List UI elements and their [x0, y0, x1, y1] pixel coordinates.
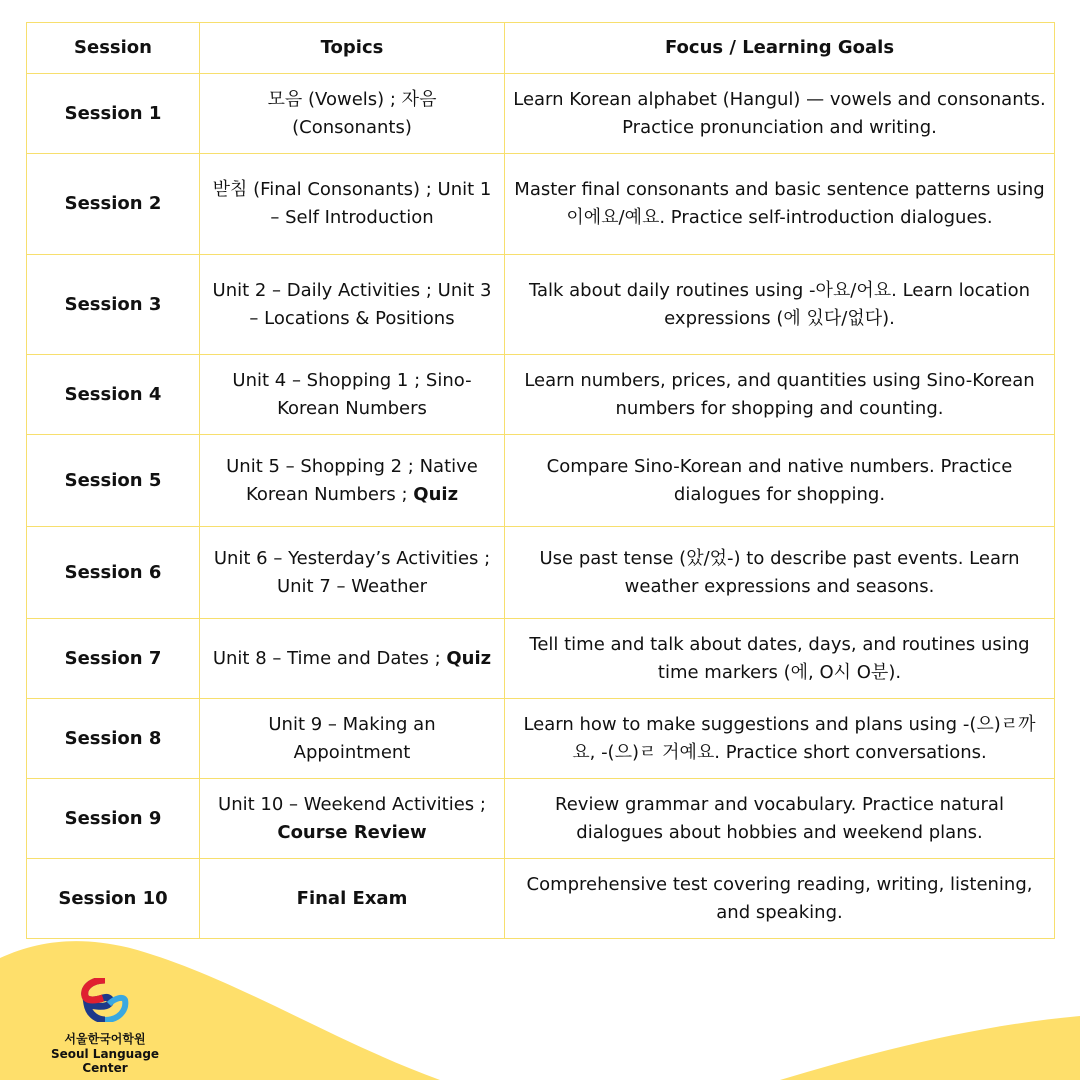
- table-row: [27, 154, 1055, 255]
- topic-text: 모음 (Vowels) ; 자음 (Consonants): [267, 88, 437, 138]
- topics-cell: [200, 527, 505, 619]
- topics-cell: [200, 255, 505, 355]
- topics-cell: [200, 74, 505, 154]
- curriculum-table: [26, 22, 1055, 939]
- header-topics: Topics: [200, 23, 505, 74]
- session-cell: Session 2: [27, 154, 200, 255]
- table-row: [27, 255, 1055, 355]
- table-row: [27, 527, 1055, 619]
- goals-cell: Compare Sino-Korean and native numbers. Practice dialogues for shopping.: [505, 435, 1055, 527]
- goals-cell: Talk about daily routines using -아요/어요. Learn location expressions (에 있다/없다).: [505, 255, 1055, 355]
- goals-cell: Learn how to make suggestions and plans using -(으)ㄹ까요, -(으)ㄹ 거예요. Practice short conversations.: [505, 699, 1055, 779]
- header-session: Session: [27, 23, 200, 74]
- table-row: [27, 779, 1055, 859]
- topic-text: Unit 10 – Weekend Activities ;: [218, 793, 486, 815]
- header-goals: Focus / Learning Goals: [505, 23, 1055, 74]
- topic-text: Unit 2 – Daily Activities ; Unit 3 – Locations & Positions: [212, 279, 492, 329]
- session-cell: Session 7: [27, 619, 200, 699]
- table-header-row: [27, 23, 1055, 74]
- goals-cell: Learn Korean alphabet (Hangul) — vowels and consonants. Practice pronunciation and writing.: [505, 74, 1055, 154]
- session-cell: Session 6: [27, 527, 200, 619]
- topics-cell: [200, 619, 505, 699]
- topics-cell: [200, 859, 505, 939]
- session-cell: Session 1: [27, 74, 200, 154]
- topic-text: Unit 8 – Time and Dates ;: [212, 647, 447, 669]
- table-row: [27, 619, 1055, 699]
- table-row: [27, 699, 1055, 779]
- goals-cell: Use past tense (았/었-) to describe past events. Learn weather expressions and seasons.: [505, 527, 1055, 619]
- topics-cell: [200, 355, 505, 435]
- goals-cell: Review grammar and vocabulary. Practice natural dialogues about hobbies and weekend plans.: [505, 779, 1055, 859]
- topics-cell: [200, 154, 505, 255]
- table-row: [27, 74, 1055, 154]
- session-cell: Session 3: [27, 255, 200, 355]
- topic-bold-text: Quiz: [446, 647, 492, 669]
- topic-text: Unit 6 – Yesterday’s Activities ; Unit 7 – Weather: [213, 547, 491, 597]
- session-cell: Session 5: [27, 435, 200, 527]
- topic-bold-text: Quiz: [413, 483, 459, 505]
- goals-cell: Master final consonants and basic sentence patterns using 이에요/예요. Practice self-introduction dialogues.: [505, 154, 1055, 255]
- logo-korean-name: 서울한국어학원: [64, 1032, 146, 1046]
- table-row: [27, 859, 1055, 939]
- topic-text: 받침 (Final Consonants) ; Unit 1 – Self Introduction: [212, 179, 492, 228]
- topics-cell: [200, 779, 505, 859]
- goals-cell: Comprehensive test covering reading, writing, listening, and speaking.: [505, 859, 1055, 939]
- session-cell: Session 4: [27, 355, 200, 435]
- topic-bold-text: Course Review: [277, 821, 427, 843]
- topics-cell: [200, 435, 505, 527]
- goals-cell: Tell time and talk about dates, days, and routines using time markers (에, O시 O분).: [505, 619, 1055, 699]
- goals-cell: Learn numbers, prices, and quantities using Sino-Korean numbers for shopping and counting.: [505, 355, 1055, 435]
- topics-cell: [200, 699, 505, 779]
- table-row: [27, 355, 1055, 435]
- logo: [30, 978, 180, 1075]
- table-row: [27, 435, 1055, 527]
- topic-text: Unit 9 – Making an Appointment: [268, 713, 436, 763]
- topic-text: Unit 5 – Shopping 2 ; Native Korean Numbers ;: [226, 455, 478, 505]
- logo-swirl-icon: [79, 978, 131, 1022]
- topic-text: Unit 4 – Shopping 1 ; Sino-Korean Numbers: [232, 369, 472, 419]
- session-cell: Session 10: [27, 859, 200, 939]
- session-cell: Session 8: [27, 699, 200, 779]
- topic-bold-text: Final Exam: [296, 887, 408, 909]
- session-cell: Session 9: [27, 779, 200, 859]
- logo-english-name: Seoul Language Center: [50, 1047, 160, 1075]
